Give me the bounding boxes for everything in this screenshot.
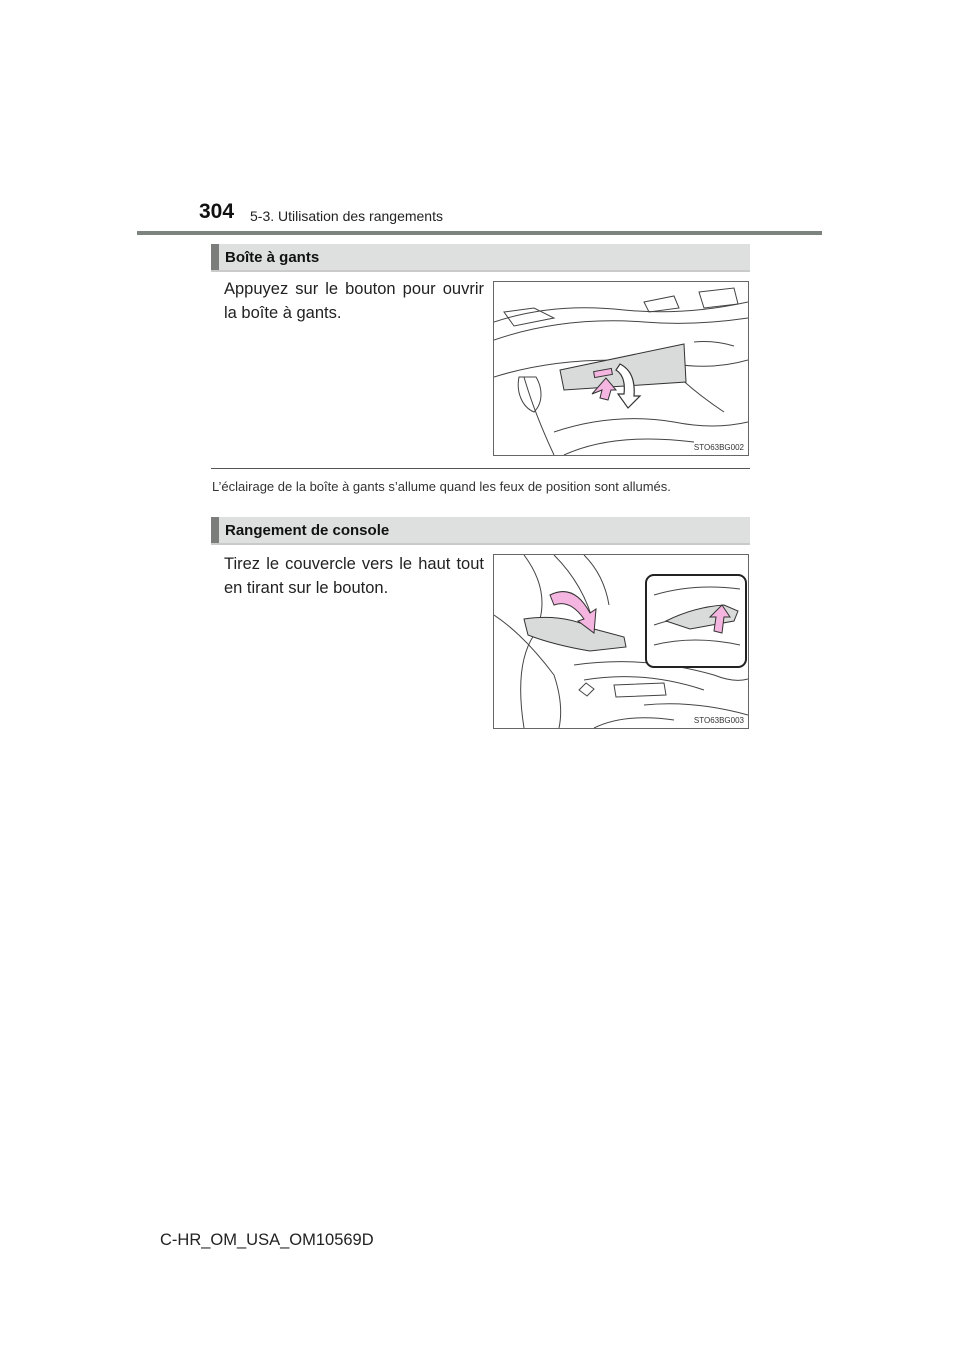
glovebox-figure bbox=[493, 281, 749, 456]
page-number: 304 bbox=[199, 200, 235, 223]
console-illustration bbox=[494, 555, 748, 728]
section-bar-console bbox=[211, 517, 750, 545]
footer-document-id: C-HR_OM_USA_OM10569D bbox=[160, 1231, 374, 1249]
section-title-glovebox: Boîte à gants bbox=[225, 249, 320, 266]
glovebox-instruction: Appuyez sur le bouton pour ouvrir la boîte à gants. bbox=[224, 280, 484, 322]
header-rule bbox=[137, 231, 822, 235]
section-accent bbox=[211, 244, 219, 270]
chapter-title: 5-3. Utilisation des rangements bbox=[250, 208, 443, 224]
figure-code: STO63BG003 bbox=[693, 716, 744, 725]
section-accent bbox=[211, 517, 219, 543]
glovebox-illustration bbox=[494, 282, 748, 455]
glovebox-note: L’éclairage de la boîte à gants s’allume quand les feux de position sont allumés. bbox=[212, 479, 671, 494]
console-instruction: Tirez le couvercle vers le haut tout en tirant sur le bouton. bbox=[224, 555, 484, 597]
section-divider bbox=[211, 468, 750, 469]
console-figure bbox=[493, 554, 749, 729]
section-title-console: Rangement de console bbox=[225, 522, 390, 539]
section-bar-glovebox bbox=[211, 244, 750, 272]
figure-code: STO63BG002 bbox=[693, 443, 744, 452]
